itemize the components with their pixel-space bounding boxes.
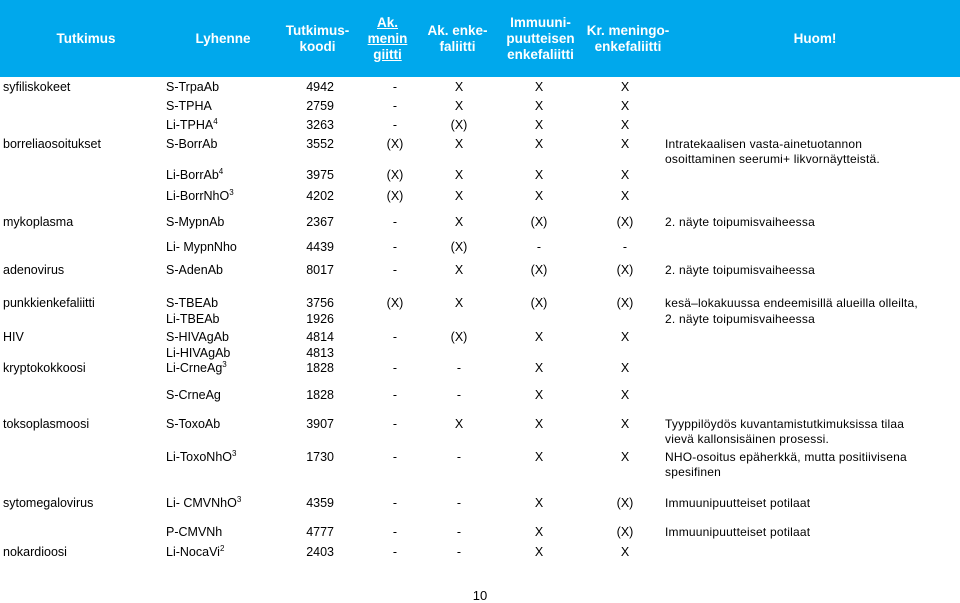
- tutkimus-cell: adenovirus: [3, 263, 65, 277]
- enkefaliitti-cell: -: [456, 450, 462, 464]
- lyhenne-cell: [166, 118, 218, 133]
- tutkimuskoodi-cell: 4777: [306, 525, 334, 539]
- lyhenne-text: Li-BorrAb: [166, 168, 219, 182]
- lyhenne-text: Li-CrneAg: [166, 361, 223, 375]
- header-immuunipuutteisen: Immuuni- puutteisen enkefaliitti: [506, 14, 575, 62]
- meningoenkefaliitti-cell: X: [620, 168, 630, 182]
- lyhenne-cell: [166, 417, 220, 432]
- meningoenkefaliitti-cell: X: [620, 118, 630, 132]
- lyhenne-text: Li- MypnNho: [166, 240, 237, 254]
- immuunipuutteisen-cell: X: [534, 168, 544, 182]
- tutkimus-cell: kryptokokkoosi: [3, 361, 86, 375]
- tutkimuskoodi-cell: 2367: [306, 215, 334, 229]
- lyhenne-text: Li-HIVAgAb: [166, 346, 231, 360]
- tutkimus-cell: syfiliskokeet: [3, 80, 71, 94]
- tutkimuskoodi-cell: 3263: [306, 118, 334, 132]
- huom-cell: Immuunipuutteiset potilaat: [665, 525, 811, 539]
- huom-cell: 2. näyte toipumisvaiheessa: [665, 312, 815, 326]
- lyhenne-text: S-HIVAgAb: [166, 330, 229, 344]
- lyhenne-text: S-CrneAg: [166, 388, 221, 402]
- meningiitti-cell: -: [392, 545, 398, 559]
- tutkimus-cell: nokardioosi: [3, 545, 67, 559]
- immuunipuutteisen-cell: X: [534, 361, 544, 375]
- huom-cell: kesä–lokakuussa endeemisillä alueilla olleilta,: [665, 296, 918, 310]
- tutkimus-cell: mykoplasma: [3, 215, 74, 229]
- meningiitti-cell: (X): [386, 168, 404, 182]
- immuunipuutteisen-cell: X: [534, 496, 544, 510]
- tutkimuskoodi-cell: 3907: [306, 417, 334, 431]
- enkefaliitti-cell: X: [454, 80, 464, 94]
- meningiitti-cell: -: [392, 263, 398, 277]
- meningiitti-cell: -: [392, 80, 398, 94]
- enkefaliitti-cell: -: [456, 545, 462, 559]
- header-ak-enkefaliitti: Ak. enke- faliitti: [427, 22, 488, 54]
- lyhenne-text: Li- CMVNhO: [166, 496, 237, 510]
- lyhenne-text: Li-TPHA: [166, 118, 214, 132]
- meningiitti-cell: -: [392, 496, 398, 510]
- immuunipuutteisen-cell: X: [534, 545, 544, 559]
- meningoenkefaliitti-cell: (X): [616, 496, 634, 510]
- footnote-marker: 3: [222, 360, 227, 369]
- tutkimus-cell: HIV: [3, 330, 24, 344]
- huom-cell: 2. näyte toipumisvaiheessa: [665, 263, 815, 277]
- enkefaliitti-cell: (X): [450, 240, 468, 254]
- lyhenne-cell: [166, 80, 219, 95]
- lyhenne-text: Li-TBEAb: [166, 312, 220, 326]
- header-ak-meningiitti: Ak. menin giitti: [367, 14, 408, 62]
- immuunipuutteisen-cell: X: [534, 189, 544, 203]
- lyhenne-cell: [166, 361, 227, 376]
- meningoenkefaliitti-cell: X: [620, 330, 630, 344]
- lyhenne-text: S-TrpaAb: [166, 80, 220, 94]
- huom-cell: Intratekaalisen vasta-ainetuotannon: [665, 137, 863, 151]
- huom-cell: NHO-osoitus epäherkkä, mutta positiivisena: [665, 450, 907, 464]
- huom-cell-continued: osoittaminen seerumi+ likvornäytteistä.: [665, 152, 880, 166]
- lyhenne-cell: [166, 189, 234, 204]
- enkefaliitti-cell: X: [454, 137, 464, 151]
- enkefaliitti-cell: (X): [450, 330, 468, 344]
- lyhenne-text: Li-ToxoNhO: [166, 450, 232, 464]
- header-tutkimuskoodi: Tutkimus- koodi: [285, 22, 350, 54]
- tutkimus-cell: sytomegalovirus: [3, 496, 94, 510]
- immuunipuutteisen-cell: (X): [530, 215, 548, 229]
- meningiitti-cell: -: [392, 240, 398, 254]
- lyhenne-text: S-AdenAb: [166, 263, 223, 277]
- lyhenne-text: S-BorrAb: [166, 137, 218, 151]
- enkefaliitti-cell: -: [456, 388, 462, 402]
- enkefaliitti-cell: -: [456, 361, 462, 375]
- lyhenne-text: S-ToxoAb: [166, 417, 221, 431]
- immuunipuutteisen-cell: X: [534, 450, 544, 464]
- lyhenne-cell: [166, 545, 224, 560]
- enkefaliitti-cell: X: [454, 263, 464, 277]
- page-number: 10: [472, 588, 488, 603]
- huom-cell: 2. näyte toipumisvaiheessa: [665, 215, 815, 229]
- tutkimuskoodi-cell: 3552: [306, 137, 334, 151]
- meningoenkefaliitti-cell: (X): [616, 525, 634, 539]
- tutkimuskoodi-cell: 2403: [306, 545, 334, 559]
- tutkimuskoodi-cell: 2759: [306, 99, 334, 113]
- meningiitti-cell: (X): [386, 189, 404, 203]
- immuunipuutteisen-cell: X: [534, 417, 544, 431]
- tutkimuskoodi-cell: 8017: [306, 263, 334, 277]
- tutkimuskoodi-cell: 4359: [306, 496, 334, 510]
- lyhenne-cell: [166, 99, 212, 114]
- tutkimuskoodi-cell: 4202: [306, 189, 334, 203]
- huom-cell-continued: spesifinen: [665, 465, 722, 479]
- immuunipuutteisen-cell: X: [534, 80, 544, 94]
- meningiitti-cell: -: [392, 99, 398, 113]
- immuunipuutteisen-cell: X: [534, 118, 544, 132]
- footnote-marker: 3: [229, 188, 234, 197]
- lyhenne-cell: [166, 346, 230, 361]
- header-kr-meningoenkefaliitti: Kr. meningo- enkefaliitti: [586, 22, 670, 54]
- meningiitti-cell: -: [392, 388, 398, 402]
- immuunipuutteisen-cell: X: [534, 99, 544, 113]
- immuunipuutteisen-cell: X: [534, 388, 544, 402]
- lyhenne-cell: [166, 263, 223, 278]
- tutkimuskoodi-cell: 4814: [306, 330, 334, 344]
- meningiitti-cell: -: [392, 361, 398, 375]
- meningoenkefaliitti-cell: X: [620, 361, 630, 375]
- lyhenne-cell: [166, 330, 229, 345]
- lyhenne-cell: [166, 296, 218, 311]
- lyhenne-cell: [166, 168, 223, 183]
- tutkimuskoodi-cell: 4813: [306, 346, 334, 360]
- enkefaliitti-cell: X: [454, 168, 464, 182]
- enkefaliitti-cell: X: [454, 189, 464, 203]
- meningoenkefaliitti-cell: (X): [616, 296, 634, 310]
- meningiitti-cell: -: [392, 215, 398, 229]
- table-header: [0, 0, 960, 77]
- tutkimuskoodi-cell: 1730: [306, 450, 334, 464]
- tutkimuskoodi-cell: 4439: [306, 240, 334, 254]
- meningoenkefaliitti-cell: X: [620, 388, 630, 402]
- lyhenne-text: Li-NocaVi: [166, 545, 220, 559]
- meningiitti-cell: -: [392, 118, 398, 132]
- meningoenkefaliitti-cell: (X): [616, 263, 634, 277]
- meningoenkefaliitti-cell: X: [620, 450, 630, 464]
- footnote-marker: 4: [213, 117, 218, 126]
- footnote-marker: 2: [219, 544, 225, 553]
- tutkimus-cell: punkkienkefaliitti: [3, 296, 95, 310]
- meningoenkefaliitti-cell: (X): [616, 215, 634, 229]
- huom-cell: Tyyppilöydös kuvantamistutkimuksissa tilaa: [665, 417, 905, 431]
- meningoenkefaliitti-cell: X: [620, 137, 630, 151]
- enkefaliitti-cell: X: [454, 215, 464, 229]
- lyhenne-cell: [166, 525, 222, 540]
- enkefaliitti-cell: X: [454, 417, 464, 431]
- tutkimus-cell: borreliaosoitukset: [3, 137, 101, 151]
- footnote-marker: 3: [236, 495, 242, 504]
- lyhenne-cell: [166, 496, 241, 511]
- tutkimuskoodi-cell: 1828: [306, 361, 334, 375]
- header-tutkimus: Tutkimus: [56, 30, 116, 46]
- meningiitti-cell: (X): [386, 296, 404, 310]
- enkefaliitti-cell: (X): [450, 118, 468, 132]
- huom-cell: Immuunipuutteiset potilaat: [665, 496, 811, 510]
- meningoenkefaliitti-cell: X: [620, 189, 630, 203]
- enkefaliitti-cell: X: [454, 296, 464, 310]
- immuunipuutteisen-cell: X: [534, 525, 544, 539]
- tutkimus-cell: toksoplasmoosi: [3, 417, 90, 431]
- footnote-marker: 3: [232, 449, 237, 458]
- meningiitti-cell: -: [392, 330, 398, 344]
- lyhenne-cell: [166, 215, 224, 230]
- lyhenne-text: S-TPHA: [166, 99, 212, 113]
- lyhenne-cell: [166, 240, 237, 255]
- lyhenne-text: S-MypnAb: [166, 215, 225, 229]
- header-lyhenne: Lyhenne: [195, 30, 251, 46]
- meningiitti-cell: -: [392, 417, 398, 431]
- immuunipuutteisen-cell: X: [534, 137, 544, 151]
- huom-cell-continued: vievä kallonsisäinen prosessi.: [665, 432, 830, 446]
- immuunipuutteisen-cell: (X): [530, 263, 548, 277]
- header-huom: Huom!: [793, 30, 837, 46]
- enkefaliitti-cell: X: [454, 99, 464, 113]
- lyhenne-text: S-TBEAb: [166, 296, 219, 310]
- meningoenkefaliitti-cell: X: [620, 99, 630, 113]
- meningiitti-cell: (X): [386, 137, 404, 151]
- meningiitti-cell: -: [392, 525, 398, 539]
- tutkimuskoodi-cell: 1926: [306, 312, 334, 326]
- lyhenne-cell: [166, 312, 220, 327]
- immuunipuutteisen-cell: X: [534, 330, 544, 344]
- tutkimuskoodi-cell: 3975: [306, 168, 334, 182]
- immuunipuutteisen-cell: (X): [530, 296, 548, 310]
- enkefaliitti-cell: -: [456, 525, 462, 539]
- tutkimuskoodi-cell: 3756: [306, 296, 334, 310]
- lyhenne-cell: [166, 450, 236, 465]
- tutkimuskoodi-cell: 1828: [306, 388, 334, 402]
- immuunipuutteisen-cell: -: [536, 240, 542, 254]
- meningiitti-cell: -: [392, 450, 398, 464]
- tutkimuskoodi-cell: 4942: [306, 80, 334, 94]
- footnote-marker: 4: [218, 167, 224, 176]
- enkefaliitti-cell: -: [456, 496, 462, 510]
- meningoenkefaliitti-cell: X: [620, 545, 630, 559]
- lyhenne-cell: [166, 388, 221, 403]
- lyhenne-cell: [166, 137, 217, 152]
- meningoenkefaliitti-cell: X: [620, 417, 630, 431]
- meningoenkefaliitti-cell: X: [620, 80, 630, 94]
- lyhenne-text: P-CMVNh: [166, 525, 223, 539]
- meningoenkefaliitti-cell: -: [622, 240, 628, 254]
- lyhenne-text: Li-BorrNhO: [166, 189, 230, 203]
